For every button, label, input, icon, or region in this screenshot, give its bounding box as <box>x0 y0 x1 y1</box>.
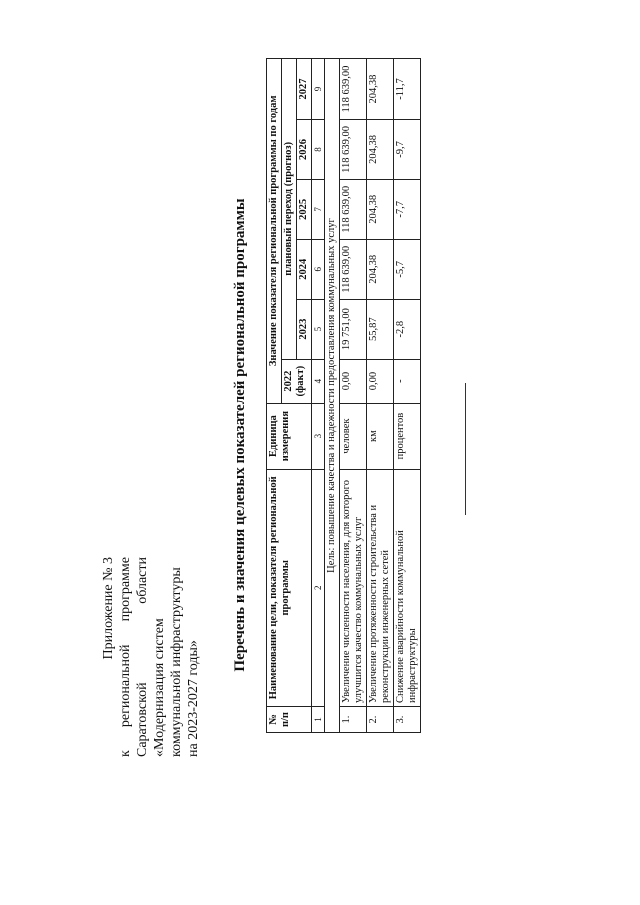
col-number: 8 <box>312 120 325 180</box>
goal-row <box>325 59 340 733</box>
value-2024: 204,38 <box>367 239 394 299</box>
header-values: Значение показателя региональной программы по годам <box>267 59 282 404</box>
col-number: 5 <box>312 299 325 359</box>
col-number: 1 <box>312 707 325 733</box>
value-2024: 118 639,00 <box>340 239 367 299</box>
header-2025: 2025 <box>297 179 312 239</box>
value-2027: 204,38 <box>367 59 394 120</box>
header-2026: 2026 <box>297 120 312 180</box>
value-2027: 118 639,00 <box>340 59 367 120</box>
value-2022: 0,00 <box>340 359 367 403</box>
table-row <box>394 59 421 733</box>
col-number: 6 <box>312 239 325 299</box>
row-name: Снижение аварийности коммунальной инфраструктуры <box>394 469 421 706</box>
value-2026: 204,38 <box>367 120 394 180</box>
value-2026: -9,7 <box>394 120 421 180</box>
appendix-program-name: «Модернизация систем коммунальной инфраструктуры <box>152 567 184 757</box>
value-2025: 118 639,00 <box>340 179 367 239</box>
header-row <box>267 59 282 733</box>
value-2022: 0,00 <box>367 359 394 403</box>
column-numbers-row <box>312 59 325 733</box>
appendix-block <box>100 557 202 757</box>
appendix-program-line: к региональной программе Саратовской области <box>118 557 150 757</box>
signature-line <box>465 383 466 515</box>
col-number: 9 <box>312 59 325 120</box>
header-2023: 2023 <box>297 299 312 359</box>
value-2025: 204,38 <box>367 179 394 239</box>
row-num: 1. <box>340 707 367 733</box>
row-unit: человек <box>340 403 367 469</box>
col-number: 2 <box>312 469 325 706</box>
value-2022: - <box>394 359 421 403</box>
document-title: Перечень и значения целевых показателей региональной программы <box>232 198 248 672</box>
value-2023: 19 751,00 <box>340 299 367 359</box>
col-number: 4 <box>312 359 325 403</box>
header-2024: 2024 <box>297 239 312 299</box>
row-name: Увеличение численности населения, для которого улучшится качество коммунальных услуг <box>340 469 367 706</box>
indicators-table <box>266 58 421 733</box>
header-2022: 2022 (факт) <box>282 359 312 403</box>
header-plan: плановый переход (прогноз) <box>282 59 297 360</box>
col-number: 7 <box>312 179 325 239</box>
row-unit: процентов <box>394 403 421 469</box>
value-2025: -7,7 <box>394 179 421 239</box>
table-row <box>367 59 394 733</box>
header-unit: Единица измерения <box>267 403 312 469</box>
row-num: 2. <box>367 707 394 733</box>
value-2026: 118 639,00 <box>340 120 367 180</box>
value-2024: -5,7 <box>394 239 421 299</box>
appendix-program-years: на 2023-2027 годы» <box>186 640 201 757</box>
row-unit: км <box>367 403 394 469</box>
row-num: 3. <box>394 707 421 733</box>
header-num: № п/п <box>267 707 312 733</box>
value-2023: 55,87 <box>367 299 394 359</box>
row-name: Увеличение протяженности строительства и реконструкции инженерных сетей <box>367 469 394 706</box>
header-2027: 2027 <box>297 59 312 120</box>
col-number: 3 <box>312 403 325 469</box>
header-name: Наименование цели, показателя региональной программы <box>267 469 312 706</box>
appendix-number: Приложение № 3 <box>101 557 116 660</box>
goal-text: Цель: повышение качества и надежности предоставления коммунальных услуг <box>325 59 340 733</box>
value-2023: -2,8 <box>394 299 421 359</box>
table-row <box>340 59 367 733</box>
value-2027: -11,7 <box>394 59 421 120</box>
